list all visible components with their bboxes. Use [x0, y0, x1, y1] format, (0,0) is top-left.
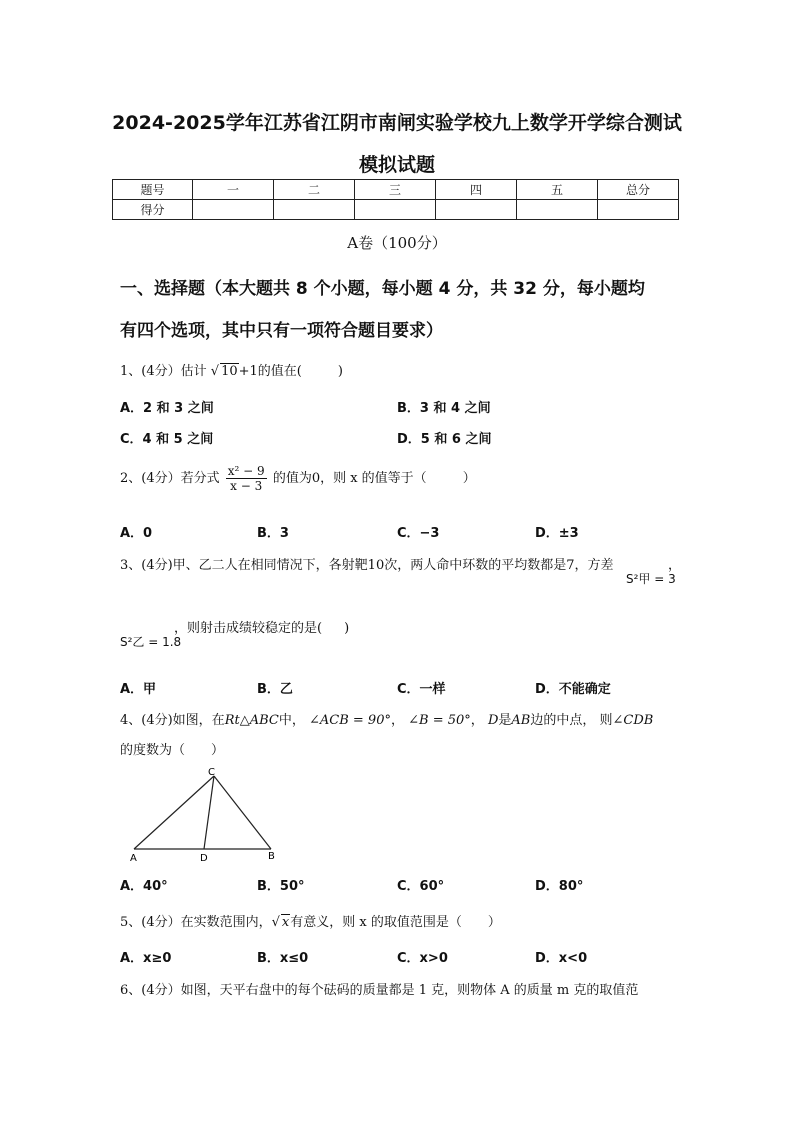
- score-input-cell[interactable]: [355, 200, 436, 220]
- q2-option-c[interactable]: C．−3: [397, 526, 440, 541]
- q5-option-d[interactable]: D．x<0: [535, 951, 588, 966]
- question-3-line2: [174, 617, 349, 636]
- score-input-cell[interactable]: [517, 200, 598, 220]
- q4-option-b[interactable]: B．50°: [257, 879, 305, 894]
- score-cell: 二: [274, 180, 355, 200]
- score-cell: 得分: [113, 200, 193, 220]
- q3-line2-text: ，则射击成绩较稳定的是(: [174, 621, 323, 636]
- q1-option-c[interactable]: C．4 和 5 之间: [120, 432, 214, 447]
- q4-part2: 中，: [278, 713, 305, 728]
- q1-prefix: 1、(4分）估计: [120, 364, 207, 379]
- question-5: 5、(4分）在实数范围内，√ x有意义，则 x 的取值范围是（ ）: [120, 915, 501, 930]
- q4-option-d[interactable]: D．80°: [535, 879, 584, 894]
- page-title-line1: 2024-2025学年江苏省江阴市南闸实验学校九上数学开学综合测试: [112, 112, 682, 134]
- q4-angle-cdb: ∠CDB: [612, 713, 654, 728]
- q3-option-b[interactable]: B．乙: [257, 682, 293, 697]
- q2-option-b[interactable]: B．3: [257, 526, 289, 541]
- q2-prefix: 2、(4分）若分式: [120, 471, 220, 486]
- label-d: D: [200, 853, 208, 864]
- score-input-cell[interactable]: [598, 200, 679, 220]
- score-cell: 总分: [598, 180, 679, 200]
- q4-angle-b: ∠B = 50°: [408, 713, 471, 728]
- question-3-line1: 3、(4分)甲、乙二人在相同情况下，各射靶10次，两人命中环数的平均数都是7，方差: [120, 558, 614, 573]
- q5-radicand: x: [281, 915, 290, 930]
- question-4-line2: [120, 739, 224, 758]
- score-input-cell[interactable]: [436, 200, 517, 220]
- q5-option-c[interactable]: C．x>0: [397, 951, 448, 966]
- q4-option-c[interactable]: C．60°: [397, 879, 445, 894]
- score-cell: 一: [193, 180, 274, 200]
- segment-ac: [134, 776, 214, 849]
- q4-part1: 4、(4分)如图，在: [120, 713, 225, 728]
- q2-suffix: 的值为0，则 x 的值等于（: [272, 471, 427, 486]
- score-cell: 三: [355, 180, 436, 200]
- q4-line2-text: 的度数为（: [120, 743, 186, 758]
- q3-line2-close: ): [344, 621, 350, 636]
- q1-option-d[interactable]: D．5 和 6 之间: [397, 432, 492, 447]
- score-cell: 题号: [113, 180, 193, 200]
- section-title-line2: 有四个选项，其中只有一项符合题目要求）: [120, 321, 443, 341]
- q1-option-a[interactable]: A．2 和 3 之间: [120, 401, 214, 416]
- question-1: 1、(4分）估计 √ 10+1的值在( ): [120, 364, 343, 379]
- score-cell: 五: [517, 180, 598, 200]
- label-a: A: [130, 853, 137, 864]
- q4-point-d: D: [487, 713, 499, 728]
- q4-angle-acb: ∠ACB = 90°: [308, 713, 391, 728]
- q3-option-c[interactable]: C．一样: [397, 682, 446, 697]
- q2-numerator: x² − 9: [227, 464, 265, 478]
- q3-option-d[interactable]: D．不能确定: [535, 682, 611, 697]
- q2-option-a[interactable]: A．0: [120, 526, 153, 541]
- paper-label: A卷（100分）: [347, 234, 447, 252]
- q1-close: ): [337, 364, 343, 379]
- segment-cb: [214, 776, 271, 849]
- score-input-cell[interactable]: [193, 200, 274, 220]
- q4-rt: Rt△ABC: [224, 713, 279, 728]
- q2-option-d[interactable]: D．±3: [535, 526, 579, 541]
- section-title-line1: 一、选择题（本大题共 8 个小题，每小题 4 分，共 32 分，每小题均: [120, 279, 645, 299]
- score-cell: 四: [436, 180, 517, 200]
- q2-fraction: [226, 464, 267, 493]
- q1-suffix: 的值在(: [257, 364, 302, 379]
- label-b: B: [268, 851, 275, 862]
- q5-suffix: 有意义，则 x 的取值范围是（: [290, 915, 462, 930]
- q1-option-b[interactable]: B．3 和 4 之间: [397, 401, 491, 416]
- q5-option-a[interactable]: A．x≥0: [120, 951, 172, 966]
- q4-option-a[interactable]: A．40°: [120, 879, 168, 894]
- q4-part4: 是: [498, 713, 512, 728]
- q5-prefix: 5、(4分）在实数范围内，: [120, 915, 272, 930]
- triangle-figure: [120, 764, 290, 866]
- label-c: C: [208, 767, 215, 778]
- q3-comma: ，: [668, 558, 682, 573]
- question-2: [120, 464, 476, 493]
- segment-cd: [204, 776, 214, 849]
- score-table-score-row: [113, 200, 679, 220]
- q3-variance-jia: S²甲 = 3: [626, 572, 676, 586]
- q3-variance-yi: S²乙 = 1.8: [120, 635, 182, 649]
- q5-close: ）: [487, 915, 501, 930]
- question-4-line1: [120, 709, 653, 728]
- q3-option-a[interactable]: A．甲: [120, 682, 157, 697]
- score-input-cell[interactable]: [274, 200, 355, 220]
- q2-close: ）: [462, 471, 476, 486]
- q4-part3: ，: [470, 713, 484, 728]
- q4-sep: ，: [390, 713, 404, 728]
- q2-denominator: x − 3: [230, 479, 263, 493]
- q1-after-sqrt: +1: [238, 364, 258, 379]
- score-table: [112, 179, 679, 220]
- q4-part5: 边的中点， 则: [530, 713, 613, 728]
- question-6-line1: 6、(4分）如图，天平右盘中的每个砝码的质量都是 1 克，则物体 A 的质量 m 克的取值范: [120, 983, 639, 998]
- q5-option-b[interactable]: B．x≤0: [257, 951, 309, 966]
- page-title-line2: 模拟试题: [358, 154, 435, 176]
- q4-ab: AB: [511, 713, 531, 728]
- score-table-header-row: [113, 180, 679, 200]
- q4-line2-close: ）: [211, 743, 225, 758]
- q1-radicand: 10: [221, 364, 238, 379]
